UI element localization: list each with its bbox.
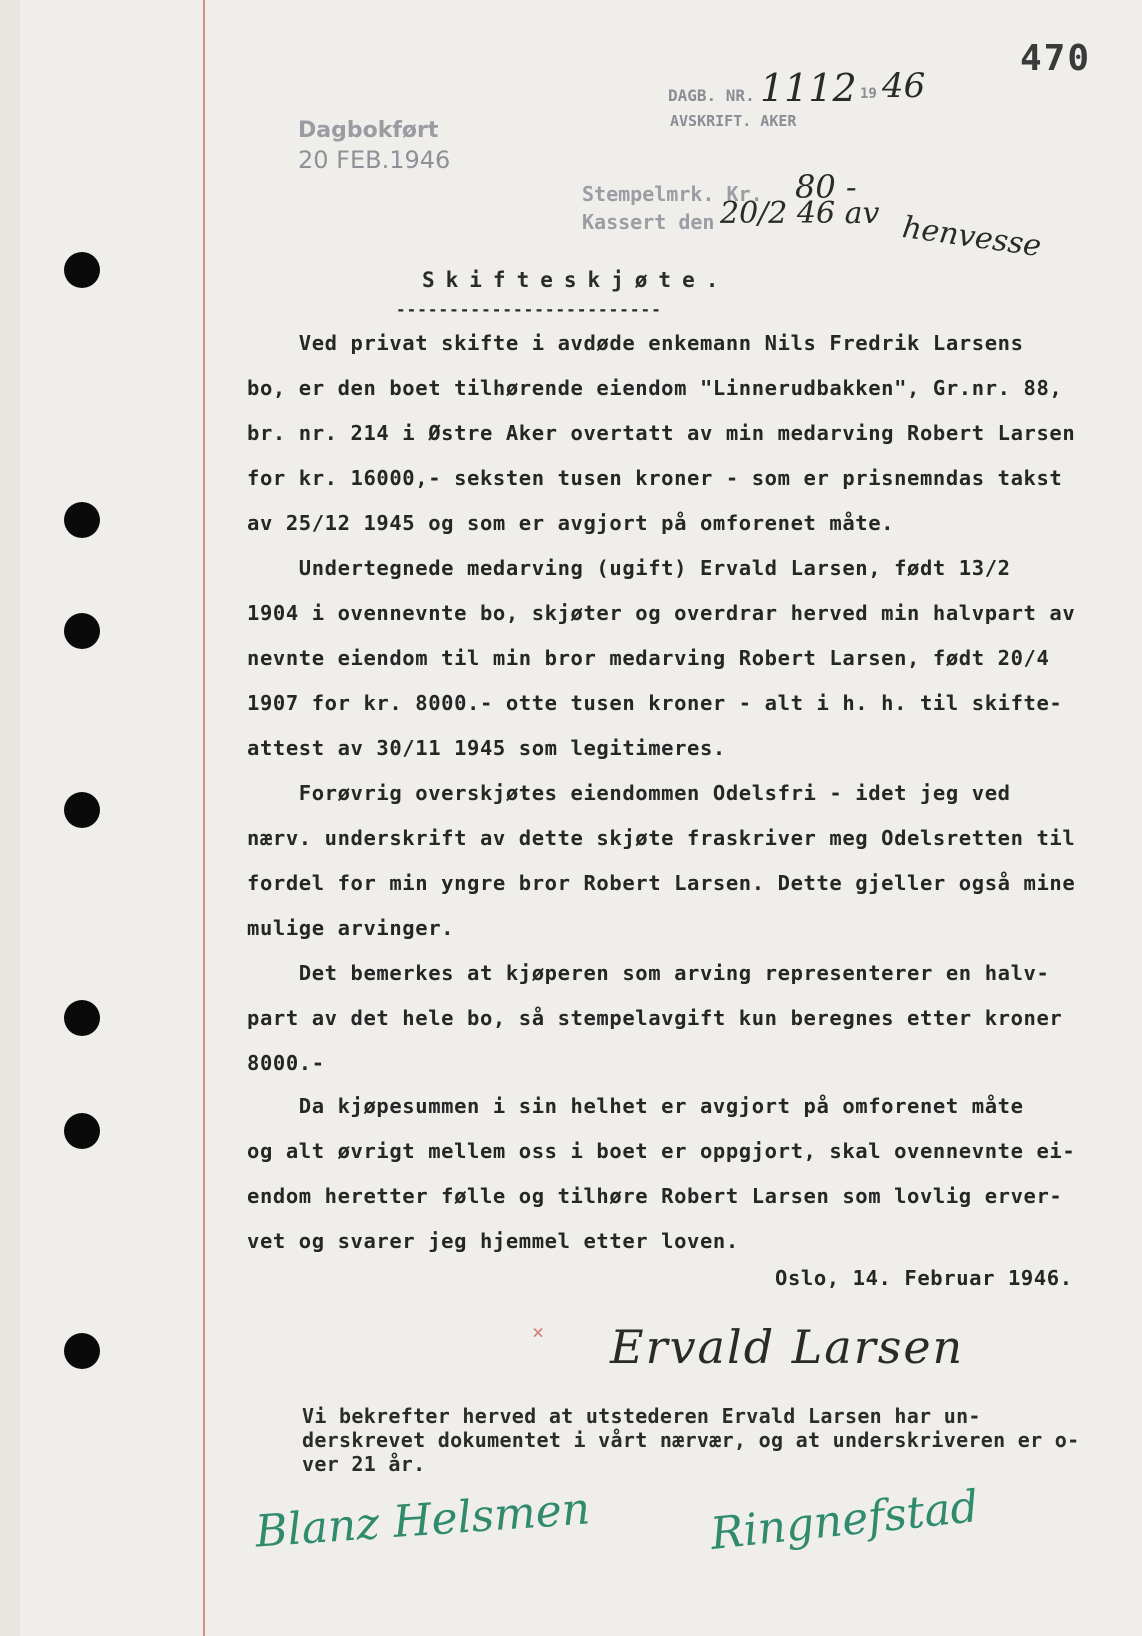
body-line: bo, er den boet tilhørende eiendom "Linnerudbakken", Gr.nr. 88, xyxy=(247,376,1063,400)
logged-stamp-label: Dagbokført xyxy=(298,118,439,143)
fee-line2-value: 20/2 46 av xyxy=(720,196,880,231)
document-title: Skifteskjøte. xyxy=(422,268,730,292)
body-line: fordel for min yngre bror Robert Larsen. Dette gjeller også mine xyxy=(247,871,1076,895)
witness-line: ver 21 år. xyxy=(302,1452,426,1476)
fee-line1-label: Stempelmrk. Kr. xyxy=(582,182,763,206)
body-line: av 25/12 1945 og som er avgjort på omforenet måte. xyxy=(247,511,895,535)
body-line: 1907 for kr. 8000.- otte tusen kroner - alt i h. h. til skifte- xyxy=(247,691,1063,715)
place-date: Oslo, 14. Februar 1946. xyxy=(775,1266,1073,1290)
witness-signature-1: Blanz Helsmen xyxy=(253,1483,592,1558)
body-line: attest av 30/11 1945 som legitimeres. xyxy=(247,736,726,760)
body-line: endom heretter følle og tilhøre Robert Larsen som lovlig erver- xyxy=(247,1184,1063,1208)
witness-line: derskrevet dokumentet i vårt nærvær, og at underskriveren er o- xyxy=(302,1428,1080,1452)
punch-hole xyxy=(64,792,100,828)
journal-year-prefix: 19 xyxy=(860,86,877,102)
punch-hole xyxy=(64,1000,100,1036)
body-line: mulige arvinger. xyxy=(247,916,455,940)
punch-hole xyxy=(64,613,100,649)
body-line: part av det hele bo, så stempelavgift kun beregnes etter kroner xyxy=(247,1006,1063,1030)
punch-hole xyxy=(64,502,100,538)
body-line: vet og svarer jeg hjemmel etter loven. xyxy=(247,1229,739,1253)
mark-x: × xyxy=(532,1320,545,1344)
fee-line2-hand: henvesse xyxy=(900,210,1044,265)
fee-line1-value: 80 - xyxy=(795,168,857,206)
journal-number: 1112 xyxy=(760,66,857,110)
body-line: Da kjøpesummen i sin helhet er avgjort på omforenet måte xyxy=(247,1094,1024,1118)
body-line: nevnte eiendom til min bror medarving Robert Larsen, født 20/4 xyxy=(247,646,1050,670)
witness-signature-2: Ringnefstad xyxy=(708,1481,981,1560)
witness-line: Vi bekrefter herved at utstederen Ervald Larsen har un- xyxy=(302,1404,981,1428)
journal-year: 46 xyxy=(882,66,926,106)
red-margin-line xyxy=(203,0,205,1636)
body-line: Det bemerkes at kjøperen som arving representerer en halv- xyxy=(247,961,1050,985)
body-line: Undertegnede medarving (ugift) Ervald Larsen, født 13/2 xyxy=(247,556,1011,580)
title-underline: ------------------------- xyxy=(396,300,662,319)
punch-hole xyxy=(64,1113,100,1149)
journal-stamp-subline: AVSKRIFT. AKER xyxy=(670,112,797,130)
body-line: for kr. 16000,- seksten tusen kroner - som er prisnemndas takst xyxy=(247,466,1063,490)
body-line: 8000.- xyxy=(247,1051,325,1075)
body-line: br. nr. 214 i Østre Aker overtatt av min medarving Robert Larsen xyxy=(247,421,1076,445)
body-line: og alt øvrigt mellem oss i boet er oppgjort, skal ovennevnte ei- xyxy=(247,1139,1076,1163)
body-line: nærv. underskrift av dette skjøte fraskriver meg Odelsretten til xyxy=(247,826,1076,850)
page-number: 470 xyxy=(1020,38,1092,79)
body-line: Forøvrig overskjøtes eiendommen Odelsfri - idet jeg ved xyxy=(247,781,1011,805)
punch-hole xyxy=(64,252,100,288)
signature-main: Ervald Larsen xyxy=(610,1320,965,1374)
document-page xyxy=(20,0,1142,1636)
body-line: Ved privat skifte i avdøde enkemann Nils Fredrik Larsens xyxy=(247,331,1024,355)
body-line: 1904 i ovennevnte bo, skjøter og overdrar herved min halvpart av xyxy=(247,601,1076,625)
logged-stamp-date: 20 FEB.1946 xyxy=(298,146,451,174)
fee-line2-label: Kassert den xyxy=(582,210,715,234)
punch-hole xyxy=(64,1333,100,1369)
journal-stamp-label: DAGB. NR. xyxy=(668,86,755,105)
